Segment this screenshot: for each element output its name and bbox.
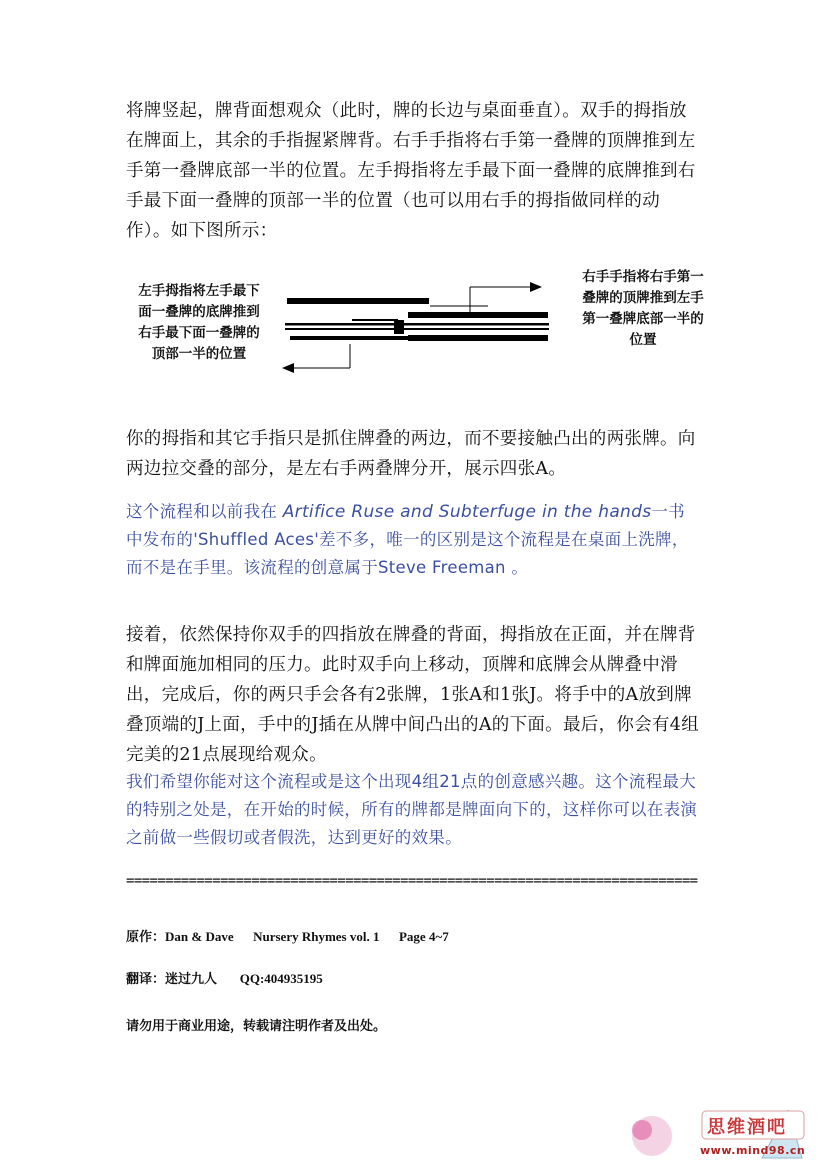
- stack-overlap-block: [394, 320, 404, 334]
- paragraph-two: 你的拇指和其它手指只是抓住牌叠的两边，而不要接触凸出的两张牌。向两边拉交叠的部分，是左右手两叠牌分开，展示四张A。: [126, 429, 696, 479]
- note-one: [126, 498, 701, 582]
- footer-notice: 请勿用于商业用途，转载请注明作者及出处。: [126, 1018, 387, 1033]
- diagram-left-label: 左手拇指将左手最下面一叠牌的底牌推到右手最下面一叠牌的顶部一半的位置: [138, 283, 260, 362]
- left-middle-card-upper: [285, 323, 549, 326]
- logo-url[interactable]: www.mind98.cn: [700, 1144, 806, 1157]
- book-title: Artifice Ruse and Subterfuge in the hands: [282, 502, 652, 522]
- left-middle-card-lower: [285, 328, 549, 330]
- site-logo[interactable]: [612, 1110, 812, 1162]
- left-bottom-card: [290, 336, 412, 340]
- intro-paragraph: 将牌竖起，牌背面想观众（此时，牌的长边与桌面垂直）。双手的拇指放在牌面上，其余的手指握紧牌背。右手手指将右手第一叠牌的顶牌推到左手第一叠牌底部一半的位置。左手拇指将左手最下面一叠牌的底牌推到右手最下面一叠牌的顶部一半的位置（也可以用右手的拇指做同样的动作）。如下图所示：: [126, 101, 696, 241]
- diagram-right-label: 右手手指将右手第一叠牌的顶牌推到左手第一叠牌底部一半的位置: [582, 269, 704, 348]
- diagram-graphic: [0, 0, 827, 420]
- footer-translator: 翻译：迷过九人 QQ:404935195: [126, 971, 323, 986]
- stack-overlap-line: [352, 319, 398, 321]
- note-one-prefix: 这个流程和以前我在: [126, 502, 283, 521]
- right-arrow-head: [530, 282, 542, 292]
- note-one-rest: 一书中发布的'Shuffled Aces'差不多，唯一的区别是这个流程是在桌面上洗牌，而不是在手里。该流程的创意属于Steve Freeman 。: [126, 502, 689, 577]
- left-arrow-head: [282, 363, 294, 373]
- left-top-card: [287, 298, 429, 304]
- separator-line: =========================================================================: [126, 873, 698, 889]
- note-two: 我们希望你能对这个流程或是这个出现4组21点的创意感兴趣。这个流程最大的特别之处是，在开始的时候，所有的牌都是牌面向下的，这样你可以在表演之前做一些假切或者假洗，达到更好的效果。: [126, 772, 698, 847]
- right-top-card: [408, 312, 548, 318]
- footer-original: 原作：Dan & Dave Nursery Rhymes vol. 1 Page 4~7: [126, 929, 449, 944]
- logo-name: 思维酒吧: [707, 1117, 787, 1138]
- paragraph-three: 接着，依然保持你双手的四指放在牌叠的背面，拇指放在正面，并在牌背和牌面施加相同的压力。此时双手向上移动，顶牌和底牌会从牌叠中滑出，完成后，你的两只手会各有2张牌，1张A和1张J。将手中的A放到牌叠顶端的J上面，手中的J插在从牌中间凸出的A的下面。最后，你会有4组完美的21点展现给观众。: [126, 625, 700, 765]
- right-bottom-card: [408, 335, 548, 341]
- petal-icon: [632, 1120, 652, 1140]
